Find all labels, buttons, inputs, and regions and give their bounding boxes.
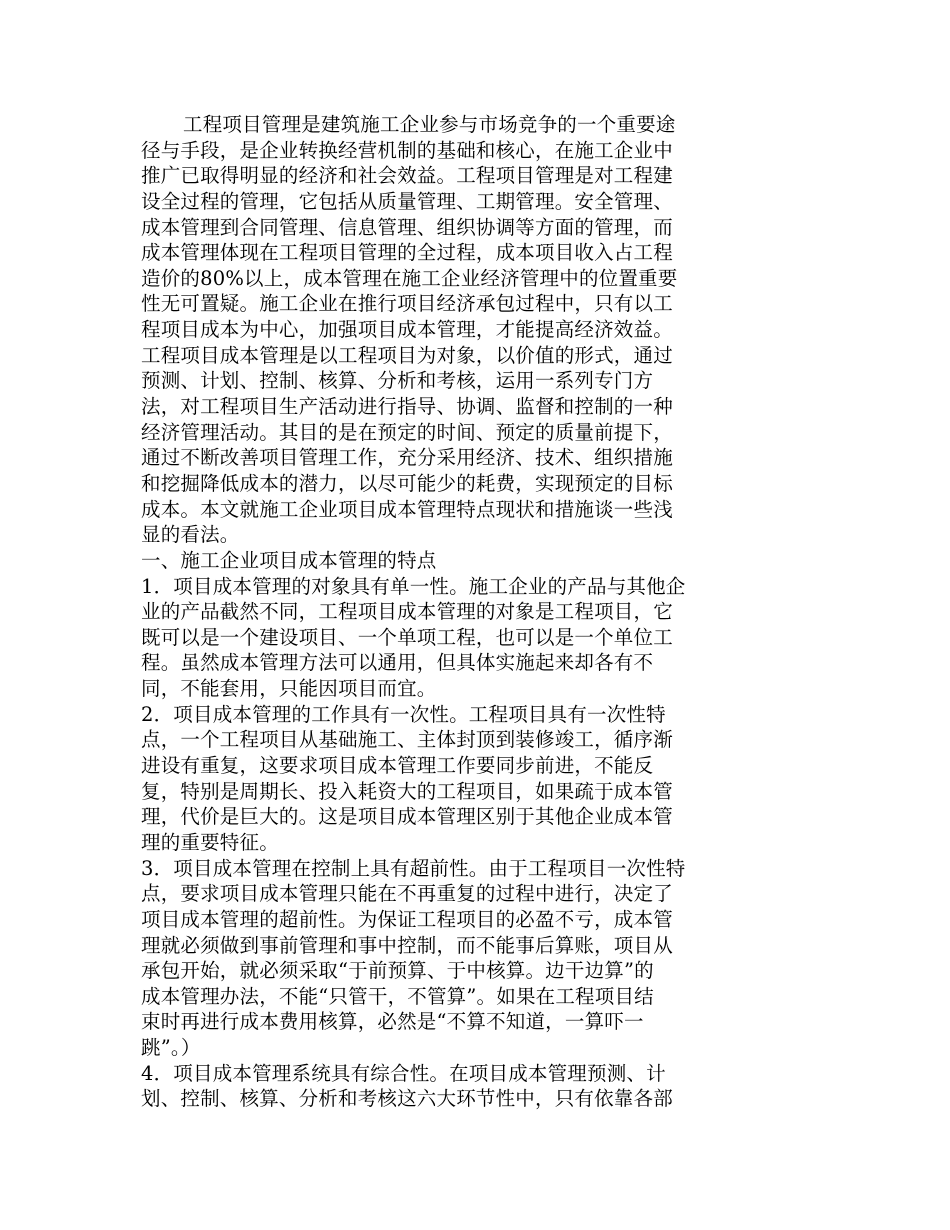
text-line: 显的看法。 xyxy=(141,523,240,547)
text-line: 束时再进行成本费用核算，必然是“不算不知道，一算吓一 xyxy=(141,1010,644,1034)
text-line: 点，一个工程项目从基础施工、主体封顶到装修竣工，循序渐 xyxy=(141,728,673,752)
text-line: 工程项目管理是建筑施工企业参与市场竞争的一个重要途 xyxy=(183,113,676,136)
text-line: 成本。本文就施工企业项目成本管理特点现状和措施谈一些浅 xyxy=(141,497,673,521)
text-line: 理，代价是巨大的。这是项目成本管理区别于其他企业成本管 xyxy=(141,805,673,829)
text-line: 性无可置疑。施工企业在推行项目经济承包过程中，只有以工 xyxy=(141,292,673,316)
section-heading: 一、施工企业项目成本管理的特点 xyxy=(141,548,437,572)
text-line: 进设有重复，这要求项目成本管理工作要同步前进，不能反 xyxy=(141,754,654,778)
text-line: 业的产品截然不同，工程项目成本管理的对象是工程项目，它 xyxy=(141,600,673,624)
text-line: 成本管理办法，不能“只管干，不管算”。如果在工程项目结 xyxy=(141,984,654,1008)
text-line: 理的重要特征。 xyxy=(141,830,279,854)
text-line: 成本管理体现在工程项目管理的全过程，成本项目收入占工程 xyxy=(141,241,673,265)
text-line: 通过不断改善项目管理工作，充分采用经济、技术、组织措施 xyxy=(141,446,673,470)
text-line: 径与手段，是企业转换经营机制的基础和核心，在施工企业中 xyxy=(141,138,673,162)
text-line: 复，特别是周期长、投入耗资大的工程项目，如果疏于成本管 xyxy=(141,779,673,803)
text-line: 程。虽然成本管理方法可以通用，但具体实施起来却各有不 xyxy=(141,651,654,675)
text-line: 2．项目成本管理的工作具有一次性。工程项目具有一次性特 xyxy=(141,702,666,726)
text-line: 推广已取得明显的经济和社会效益。工程项目管理是对工程建 xyxy=(141,164,673,188)
text-line: 理就必须做到事前管理和事中控制，而不能事后算账，项目从 xyxy=(141,933,673,957)
text-line: 跳”。） xyxy=(141,1036,201,1060)
text-line: 承包开始，就必须采取“于前预算、于中核算。边干边算”的 xyxy=(141,959,654,983)
text-line: 工程项目成本管理是以工程项目为对象，以价值的形式，通过 xyxy=(141,343,673,367)
text-line: 4．项目成本管理系统具有综合性。在项目成本管理预测、计 xyxy=(141,1061,666,1085)
text-line: 既可以是一个建设项目、一个单项工程，也可以是一个单位工 xyxy=(141,625,673,649)
text-line: 和挖掘降低成本的潜力，以尽可能少的耗费，实现预定的目标 xyxy=(141,471,673,495)
text-line: 成本管理到合同管理、信息管理、组织协调等方面的管理，而 xyxy=(141,215,673,239)
text-line: 预测、计划、控制、核算、分析和考核，运用一系列专门方 xyxy=(141,369,654,393)
body-text xyxy=(141,112,741,1112)
text-line: 划、控制、核算、分析和考核这六大环节性中，只有依靠各部 xyxy=(141,1087,673,1111)
text-line: 造价的80%以上，成本管理在施工企业经济管理中的位置重要 xyxy=(141,266,678,290)
text-line: 设全过程的管理，它包括从质量管理、工期管理。安全管理、 xyxy=(141,189,673,213)
text-line: 法，对工程项目生产活动进行指导、协调、监督和控制的一种 xyxy=(141,395,673,419)
text-line: 点，要求项目成本管理只能在不再重复的过程中进行，决定了 xyxy=(141,882,673,906)
text-line: 3．项目成本管理在控制上具有超前性。由于工程项目一次性特 xyxy=(141,856,686,880)
text-line: 1．项目成本管理的对象具有单一性。施工企业的产品与其他企 xyxy=(141,574,686,598)
text-line: 经济管理活动。其目的是在预定的时间、预定的质量前提下， xyxy=(141,420,673,444)
text-line: 程项目成本为中心，加强项目成本管理，才能提高经济效益。 xyxy=(141,318,673,342)
text-line: 同，不能套用，只能因项目而宜。 xyxy=(141,677,437,701)
text-line: 项目成本管理的超前性。为保证工程项目的必盈不亏，成本管 xyxy=(141,907,673,931)
